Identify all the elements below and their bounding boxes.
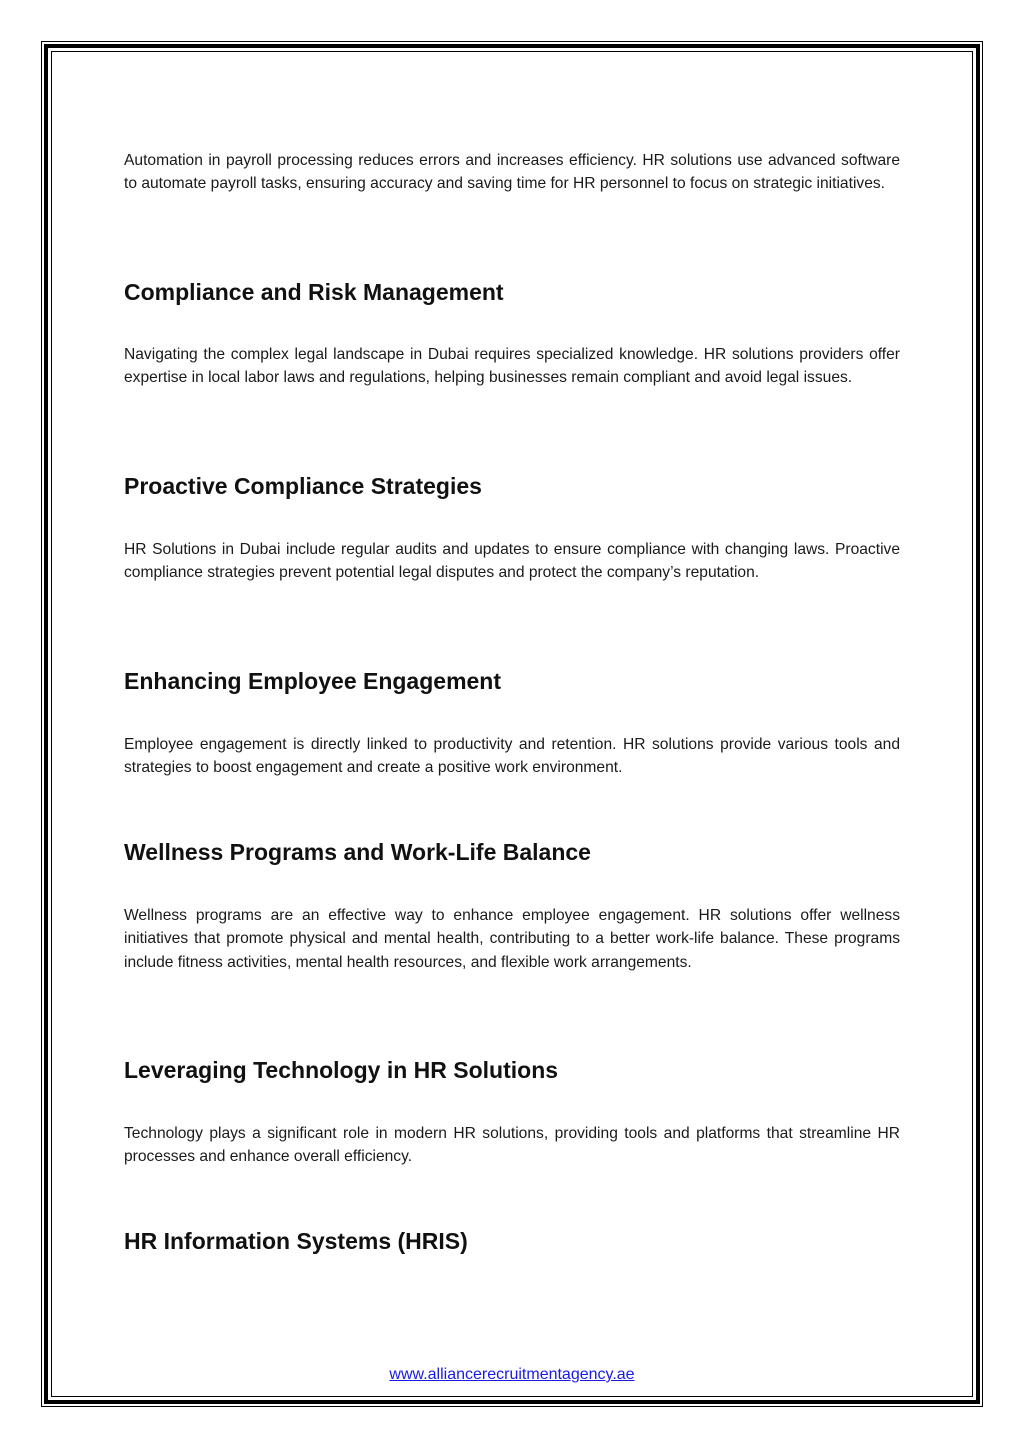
section-heading-wellness-programs: Wellness Programs and Work-Life Balance [124, 839, 591, 865]
page-border-inner [51, 51, 973, 1397]
section-paragraph-proactive-compliance: HR Solutions in Dubai include regular audits and updates to ensure compliance with changing laws. Proactive compliance strategies prevent potential legal disputes and protect the company’s reputation. [124, 541, 900, 582]
section-paragraph-compliance-risk: Navigating the complex legal landscape in Dubai requires specialized knowledge. HR solutions providers offer expertise in local labor laws and regulations, helping businesses remain compliant and avoid legal issues. [124, 346, 900, 387]
intro-paragraph: Automation in payroll processing reduces errors and increases efficiency. HR solutions use advanced software to automate payroll tasks, ensuring accuracy and saving time for HR personnel to focus on strategic initiatives. [124, 152, 900, 193]
section-heading-employee-engagement: Enhancing Employee Engagement [124, 668, 502, 694]
section-heading-hris: HR Information Systems (HRIS) [124, 1228, 468, 1254]
section-paragraph-leveraging-technology: Technology plays a significant role in modern HR solutions, providing tools and platforms that streamline HR processes and enhance overall efficiency. [124, 1125, 900, 1166]
footer [0, 1365, 1024, 1385]
section-heading-leveraging-technology: Leveraging Technology in HR Solutions [124, 1057, 559, 1083]
section-paragraph-employee-engagement: Employee engagement is directly linked to productivity and retention. HR solutions provide various tools and strategies to boost engagement and create a positive work environment. [124, 736, 900, 777]
section-heading-proactive-compliance: Proactive Compliance Strategies [124, 473, 482, 499]
footer-website-link[interactable]: www.alliancerecruitmentagency.ae [389, 1366, 635, 1383]
section-paragraph-wellness-programs: Wellness programs are an effective way to enhance employee engagement. HR solutions offer wellness initiatives that promote physical and mental health, contributing to a better work-life balance. These programs include fitness activities, mental health resources, and flexible work arrangements. [124, 907, 900, 971]
section-heading-compliance-risk: Compliance and Risk Management [124, 279, 504, 305]
